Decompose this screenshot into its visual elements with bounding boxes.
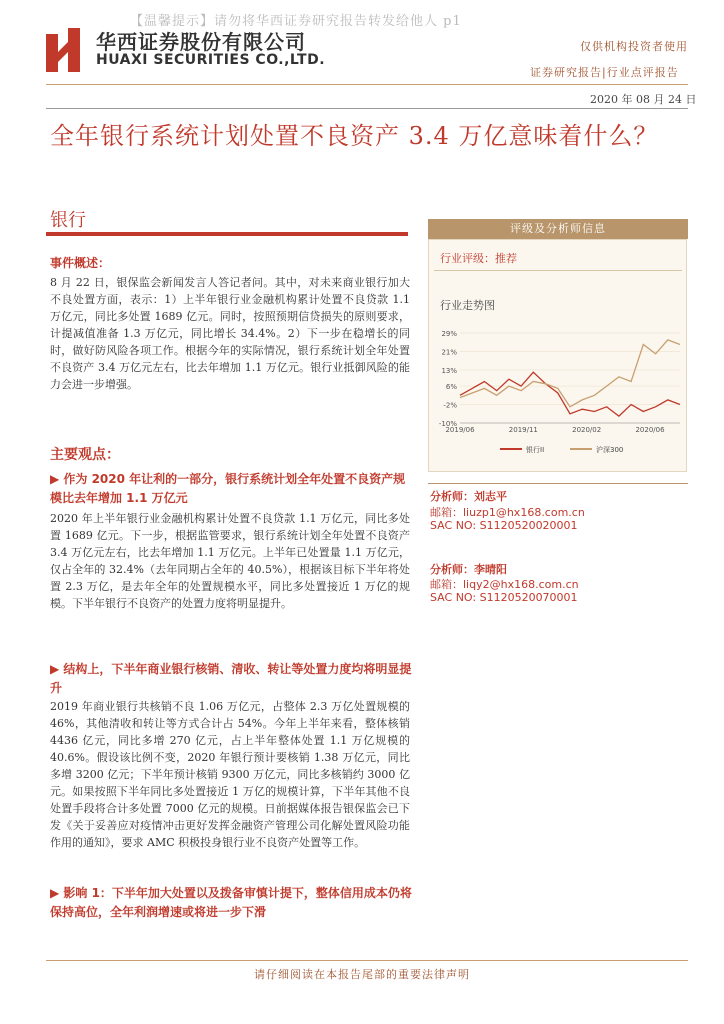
company-name-en: HUAXI SECURITIES CO.,LTD. — [96, 52, 326, 68]
y-tick-label: 6% — [445, 383, 457, 392]
series-line-1 — [460, 340, 680, 407]
main-points-heading: 主要观点： — [50, 447, 120, 463]
point-2-text: 2019 年商业银行共核销不良 1.06 万亿元，占整体 2.3 万亿处置规模的 46%，其他清收和转让等方式合计占 54%。今年上半年来看，整体核销 4436 亿元，同比多增 270 亿元，占上半年整体处置 1.1 万亿规模的 40.6%。假设该比例不变，2020 年银行预计要核销 1.38 万亿元，同比多增 3200 亿元；下半年预计核销 9300 万亿元，同比多核销约 3000 亿元。如果按照下半年同比多处置接近 1 万亿的规模计算，下半年其他不良处置手段将合计多处置 7000 亿元的规模。日前据媒体报告银保监会已下发《关于妥善应对疫情冲击更好发挥金融资产管理公司化解处置风险功能作用的通知》，要求 AMC 积极投身银行业不良资产处置等工作。 — [50, 700, 410, 849]
analyst-1-name: 分析师：刘志平 — [430, 490, 507, 503]
company-logo-icon — [46, 28, 86, 72]
header-divider — [46, 84, 688, 85]
analyst-2-name: 分析师：李晴阳 — [430, 563, 507, 576]
footer-divider — [46, 960, 688, 961]
footer-disclaimer[interactable]: 请仔细阅读在本报告尾部的重要法律声明 — [254, 968, 470, 981]
trend-chart-title: 行业走势图 — [440, 299, 495, 312]
industry-trend-chart — [430, 325, 686, 465]
sidebar-header: 评级及分析师信息 — [428, 219, 688, 239]
point-2-heading: ▶ 结构上，下半年商业银行核销、清收、转让等处置力度均将明显提升 — [50, 662, 412, 695]
industry-rating: 行业评级：推荐 — [440, 252, 517, 265]
point-1-text: 2020 年上半年银行业金融机构累计处置不良贷款 1.1 万亿元，同比多处置 1689 亿元。下一步，根据监管要求，银行系统计划全年处置不良资产 3.4 万亿元左右，比去年增加 1.1 万亿元。上半年已处置量 1.1 万亿元，仅占全年的 32.4%（去年同期占全年的 40.5%），根据该目标下半年将处置 2.3 万亿，是去年全年的处置规模水平，同比多处置接近 1 万亿的规模。下半年银行不良资产的处置力度将明显提升。 — [50, 512, 410, 610]
analyst-2-email[interactable]: 邮箱：liqy2@hx168.com.cn — [430, 578, 579, 591]
legend-label-1: 沪深300 — [596, 446, 624, 454]
y-tick-label: -10% — [438, 420, 457, 428]
analyst-divider — [428, 483, 688, 484]
report-type: 证券研究报告|行业点评报告 — [530, 66, 679, 79]
point-3-heading: ▶ 影响 1：下半年加大处置以及拨备审慎计提下，整体信用成本仍将保持高位，全年利润增速或将进一步下滑 — [50, 886, 412, 919]
y-tick-label: 21% — [441, 348, 457, 357]
sector-underline — [46, 232, 408, 236]
rating-divider — [434, 270, 682, 271]
y-tick-label: 29% — [441, 330, 457, 338]
analyst-1-sac: SAC NO: S1120520020001 — [430, 519, 578, 532]
investor-note: 仅供机构投资者使用 — [580, 40, 688, 53]
event-text: 8 月 22 日，银保监会新闻发言人答记者问。其中，对未来商业银行加大不良处置方面，表示：1）上半年银行业金融机构累计处置不良贷款 1.1 万亿元，同比多处置 1689 亿元。同时，按照预期信贷损失的原则要求，计提减值准备 1.3 万亿元，同比增长 34.4%。2）下一步在稳增长的同时，做好防风险各项工作。根据今年的实际情况，银行系统计划全年处置不良资产 3.4 万亿元左右，比去年增加 1.1 万亿元。银行业抵御风险的能力会进一步增强。 — [50, 276, 410, 391]
warning-banner: 【温馨提示】请勿将华西证券研究报告转发给他人 p1 — [130, 14, 462, 29]
y-tick-label: 13% — [441, 366, 457, 375]
report-date: 2020 年 08 月 24 日 — [590, 93, 697, 106]
x-tick-label: 2019/11 — [508, 426, 538, 434]
x-tick-label: 2019/06 — [445, 426, 475, 434]
point-1-heading: ▶ 作为 2020 年让利的一部分，银行系统计划全年处置不良资产规模比去年增加 1.1 万亿元 — [50, 472, 406, 505]
x-tick-label: 2020/06 — [635, 426, 665, 434]
event-heading: 事件概述： — [50, 256, 111, 270]
x-tick-label: 2020/02 — [572, 426, 602, 434]
series-line-0 — [460, 372, 680, 416]
analyst-1-email[interactable]: 邮箱：liuzp1@hx168.com.cn — [430, 506, 585, 519]
sector-label: 银行 — [50, 210, 86, 231]
date-divider — [46, 108, 688, 109]
legend-label-0: 银行II — [526, 446, 545, 454]
analyst-2-sac: SAC NO: S1120520070001 — [430, 591, 578, 604]
y-tick-label: -2% — [443, 401, 457, 410]
report-title: 全年银行系统计划处置不良资产 3.4 万亿意味着什么？ — [50, 122, 659, 150]
company-name-cn: 华西证券股份有限公司 — [96, 30, 306, 54]
